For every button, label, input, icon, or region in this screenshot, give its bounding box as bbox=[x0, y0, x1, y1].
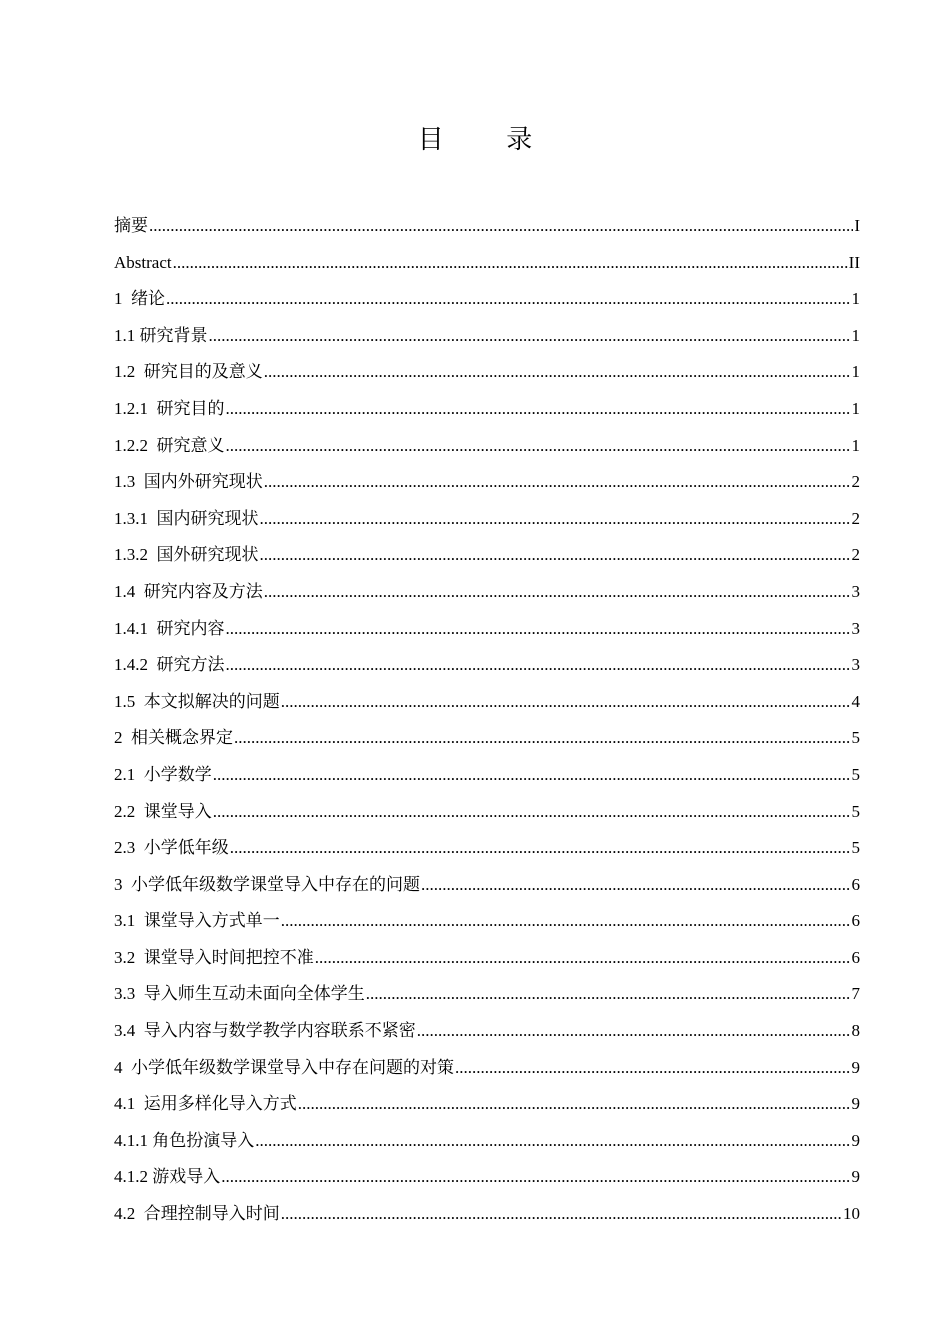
toc-entry-label: 2.1 小学数学 bbox=[114, 764, 212, 784]
toc-leader-dots bbox=[281, 903, 851, 940]
toc-entry-label: 摘要 bbox=[114, 216, 148, 235]
toc-leader-dots bbox=[209, 318, 851, 355]
toc-entry[interactable] bbox=[114, 611, 860, 648]
toc-entry-label: 2.3 小学低年级 bbox=[114, 838, 229, 858]
toc-entry-label: 1.2.1 研究目的 bbox=[114, 398, 225, 418]
toc-entry[interactable] bbox=[114, 1013, 860, 1050]
toc-entry-page-number: 2 bbox=[851, 545, 860, 565]
toc-entry-label: 1 绪论 bbox=[114, 289, 165, 309]
toc-entry[interactable] bbox=[114, 501, 860, 538]
toc-entry-page-number: 9 bbox=[851, 1057, 860, 1077]
toc-entry[interactable] bbox=[114, 830, 860, 867]
toc-entry[interactable] bbox=[114, 574, 860, 611]
toc-entry[interactable] bbox=[114, 720, 860, 757]
toc-entry-page-number: 6 bbox=[851, 911, 860, 931]
toc-entry-page-number: 8 bbox=[851, 1021, 860, 1041]
toc-entry[interactable] bbox=[114, 1123, 860, 1160]
toc-entry[interactable] bbox=[114, 1196, 860, 1233]
toc-entry-label: 1.5 本文拟解决的问题 bbox=[114, 691, 280, 711]
toc-entry-label: 1.4.1 研究内容 bbox=[114, 618, 225, 638]
toc-entry-label: 1.2.2 研究意义 bbox=[114, 435, 225, 455]
toc-leader-dots bbox=[173, 245, 848, 282]
toc-entry-page-number: 6 bbox=[851, 874, 860, 894]
toc-leader-dots bbox=[213, 757, 851, 794]
toc-entry-label: 1.2 研究目的及意义 bbox=[114, 362, 263, 382]
toc-entry[interactable] bbox=[114, 391, 860, 428]
toc-leader-dots bbox=[166, 281, 851, 318]
toc-leader-dots bbox=[366, 976, 851, 1013]
toc-entry[interactable] bbox=[114, 647, 860, 684]
toc-entry[interactable] bbox=[114, 318, 860, 355]
toc-entry-label: 3.4 导入内容与数学教学内容联系不紧密 bbox=[114, 1021, 416, 1041]
toc-entry-label: 4.1.1 角色扮演导入 bbox=[114, 1130, 255, 1150]
toc-entry[interactable] bbox=[114, 245, 860, 282]
toc-entry[interactable] bbox=[114, 976, 860, 1013]
toc-entry-page-number: 7 bbox=[851, 984, 860, 1004]
toc-leader-dots bbox=[281, 1196, 842, 1233]
toc-entry-label: Abstract bbox=[114, 252, 172, 272]
toc-entry[interactable] bbox=[114, 464, 860, 501]
toc-entry[interactable] bbox=[114, 281, 860, 318]
toc-entry-label: 1.3 国内外研究现状 bbox=[114, 472, 263, 492]
toc-entry-label: 1.1 研究背景 bbox=[114, 325, 208, 345]
toc-entry-page-number: 5 bbox=[851, 838, 860, 858]
toc-entry[interactable] bbox=[114, 1159, 860, 1196]
toc-entry[interactable] bbox=[114, 903, 860, 940]
toc-entry-page-number: 3 bbox=[851, 618, 860, 638]
toc-entry[interactable] bbox=[114, 794, 860, 831]
toc-leader-dots bbox=[264, 464, 851, 501]
toc-entry-page-number: 3 bbox=[851, 655, 860, 675]
toc-entry-label: 3.1 课堂导入方式单一 bbox=[114, 911, 280, 931]
toc-leader-dots bbox=[421, 867, 851, 904]
toc-entry-page-number: II bbox=[848, 252, 860, 272]
toc-entry-label: 1.4.2 研究方法 bbox=[114, 655, 225, 675]
toc-entry-page-number: 5 bbox=[851, 728, 860, 748]
toc-leader-dots bbox=[221, 1159, 850, 1196]
toc-entry-page-number: 2 bbox=[851, 508, 860, 528]
toc-entry[interactable] bbox=[114, 208, 860, 245]
toc-entry[interactable] bbox=[114, 354, 860, 391]
toc-entry-label: 4.1 运用多样化导入方式 bbox=[114, 1094, 297, 1114]
toc-entry-label: 3.2 课堂导入时间把控不准 bbox=[114, 947, 314, 967]
toc-entry-page-number: 9 bbox=[851, 1094, 860, 1114]
toc-entry-label: 1.3.2 国外研究现状 bbox=[114, 545, 259, 565]
toc-leader-dots bbox=[264, 354, 851, 391]
toc-entry-label: 2.2 课堂导入 bbox=[114, 801, 212, 821]
toc-entry-label: 1.3.1 国内研究现状 bbox=[114, 508, 259, 528]
toc-leader-dots bbox=[315, 940, 851, 977]
toc-leader-dots bbox=[298, 1086, 851, 1123]
toc-leader-dots bbox=[260, 537, 851, 574]
toc-entry[interactable] bbox=[114, 684, 860, 721]
toc-entry-page-number: 1 bbox=[851, 398, 860, 418]
toc-entry-page-number: 9 bbox=[851, 1167, 860, 1187]
toc-entry-page-number: 1 bbox=[851, 325, 860, 345]
toc-entry-label: 2 相关概念界定 bbox=[114, 728, 233, 748]
toc-entry[interactable] bbox=[114, 757, 860, 794]
toc-leader-dots bbox=[234, 720, 851, 757]
toc-leader-dots bbox=[281, 684, 851, 721]
toc-entry-page-number: 5 bbox=[851, 801, 860, 821]
toc-entry-label: 1.4 研究内容及方法 bbox=[114, 581, 263, 601]
toc-entry[interactable] bbox=[114, 1050, 860, 1087]
toc-entry[interactable] bbox=[114, 1086, 860, 1123]
toc-entry-page-number: 3 bbox=[851, 581, 860, 601]
toc-entry-page-number: 9 bbox=[851, 1130, 860, 1150]
toc-entry[interactable] bbox=[114, 867, 860, 904]
toc-entry-page-number: 2 bbox=[851, 472, 860, 492]
toc-entry-page-number: 1 bbox=[851, 362, 860, 382]
toc-entry-label: 4.1.2 游戏导入 bbox=[114, 1167, 221, 1187]
toc-leader-dots bbox=[149, 208, 853, 245]
toc-entry-page-number: 10 bbox=[843, 1204, 860, 1224]
toc-entry-label: 3.3 导入师生互动未面向全体学生 bbox=[114, 984, 365, 1004]
toc-entry-label: 3 小学低年级数学课堂导入中存在的问题 bbox=[114, 874, 420, 894]
toc-entry-page-number: 4 bbox=[851, 691, 860, 711]
toc-leader-dots bbox=[213, 794, 851, 831]
toc-entry[interactable] bbox=[114, 940, 860, 977]
toc-leader-dots bbox=[226, 428, 851, 465]
toc-entry-page-number: 1 bbox=[851, 435, 860, 455]
toc-entry-page-number: 6 bbox=[851, 947, 860, 967]
toc-leader-dots bbox=[264, 574, 851, 611]
toc-leader-dots bbox=[230, 830, 851, 867]
toc-leader-dots bbox=[417, 1013, 851, 1050]
toc-list bbox=[114, 208, 860, 1233]
toc-entry-label: 4.2 合理控制导入时间 bbox=[114, 1204, 280, 1224]
toc-leader-dots bbox=[455, 1050, 851, 1087]
toc-entry[interactable] bbox=[114, 428, 860, 465]
toc-title: 目 录 bbox=[417, 125, 561, 154]
toc-entry-page-number: I bbox=[854, 216, 860, 235]
toc-leader-dots bbox=[226, 611, 851, 648]
toc-entry[interactable] bbox=[114, 537, 860, 574]
toc-leader-dots bbox=[260, 501, 851, 538]
toc-leader-dots bbox=[255, 1123, 850, 1160]
toc-entry-page-number: 5 bbox=[851, 764, 860, 784]
toc-leader-dots bbox=[226, 391, 851, 428]
toc-leader-dots bbox=[226, 647, 851, 684]
toc-entry-label: 4 小学低年级数学课堂导入中存在问题的对策 bbox=[114, 1057, 454, 1077]
toc-entry-page-number: 1 bbox=[851, 289, 860, 309]
